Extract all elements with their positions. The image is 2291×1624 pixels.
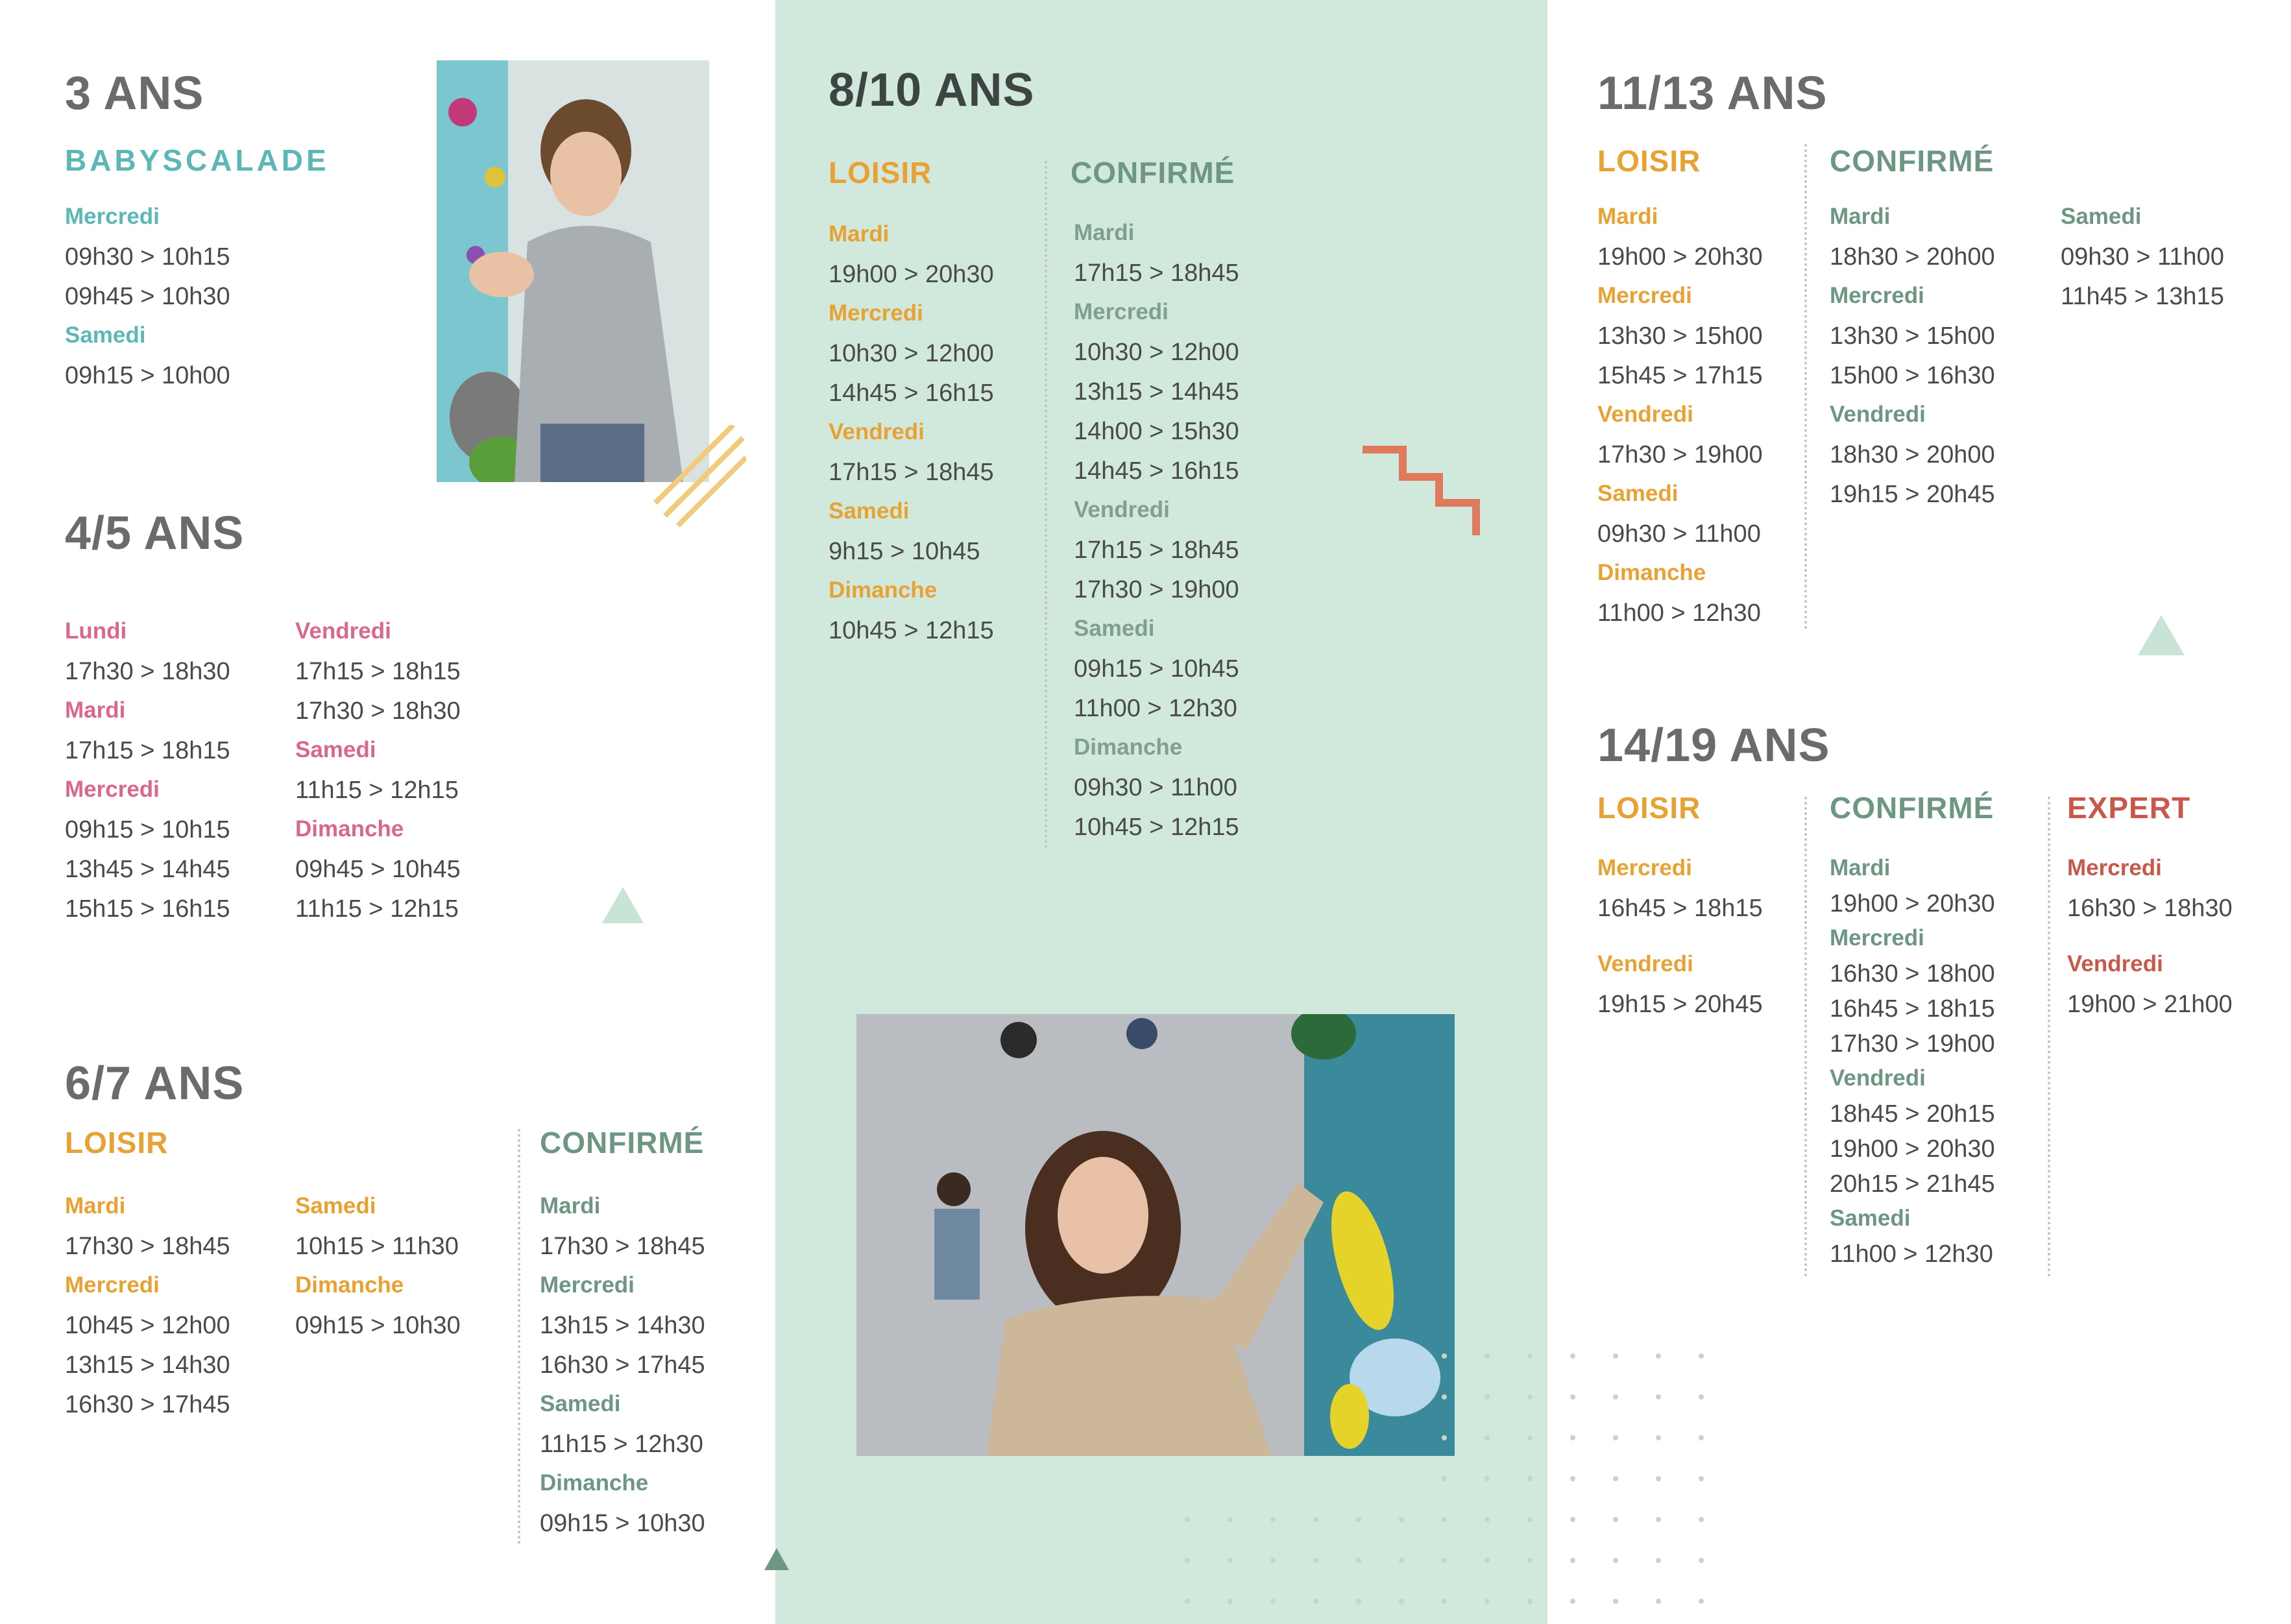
day-label: Samedi bbox=[1830, 1206, 1911, 1231]
dot bbox=[1613, 1353, 1618, 1359]
time-slot: 13h30 > 15h00 bbox=[1830, 322, 1995, 350]
schedule-810-confirme bbox=[1074, 221, 1239, 854]
dot bbox=[1356, 1558, 1361, 1563]
day-label: Vendredi bbox=[295, 618, 391, 644]
decor-triangle-small bbox=[764, 1548, 789, 1570]
time-slot: 16h45 > 18h15 bbox=[1830, 995, 1995, 1023]
label-810-confirme: CONFIRMÉ bbox=[1071, 156, 1235, 189]
label-1419-loisir: LOISIR bbox=[1597, 791, 1701, 825]
dot bbox=[1527, 1476, 1533, 1481]
day-group bbox=[1830, 403, 1995, 522]
time-slot: 09h15 > 10h45 bbox=[1074, 655, 1239, 683]
dot bbox=[1570, 1599, 1575, 1604]
time-slot: 18h30 > 20h00 bbox=[1830, 243, 1995, 271]
decor-triangle-right bbox=[2138, 615, 2185, 655]
time-slot: 20h15 > 21h45 bbox=[1830, 1170, 1995, 1198]
time-slot: 16h30 > 17h45 bbox=[65, 1391, 230, 1418]
schedule-1113-confirme-a bbox=[1830, 205, 1995, 522]
day-label: Mercredi bbox=[829, 300, 923, 326]
time-slot: 09h45 > 10h45 bbox=[295, 856, 461, 883]
day-label: Samedi bbox=[829, 498, 910, 524]
day-group bbox=[1830, 856, 1995, 927]
time-slot: 10h45 > 12h15 bbox=[1074, 814, 1239, 841]
day-group bbox=[295, 738, 461, 818]
label-810-loisir: LOISIR bbox=[829, 156, 932, 189]
time-slot: 10h15 > 11h30 bbox=[295, 1233, 459, 1260]
dot bbox=[1485, 1394, 1490, 1400]
day-group bbox=[295, 1274, 461, 1353]
day-label: Dimanche bbox=[540, 1470, 649, 1496]
day-group bbox=[65, 1194, 230, 1274]
time-slot: 11h00 > 12h30 bbox=[1597, 600, 1761, 627]
schedule-1419-loisir bbox=[1597, 856, 1763, 1032]
dot bbox=[1570, 1558, 1575, 1563]
day-label: Samedi bbox=[295, 1193, 376, 1218]
time-slot: 19h15 > 20h45 bbox=[1597, 991, 1763, 1018]
day-label: Mercredi bbox=[2067, 855, 2162, 880]
decor-stairs bbox=[1363, 444, 1483, 539]
dot bbox=[1185, 1599, 1190, 1604]
dot bbox=[1613, 1435, 1618, 1440]
dot bbox=[1699, 1394, 1704, 1400]
time-slot: 09h30 > 11h00 bbox=[1597, 520, 1761, 548]
day-group bbox=[1597, 856, 1763, 936]
day-label: Samedi bbox=[295, 737, 376, 762]
dot bbox=[1527, 1517, 1533, 1522]
day-group bbox=[65, 699, 230, 778]
time-slot: 09h15 > 10h30 bbox=[540, 1510, 705, 1537]
day-group bbox=[829, 223, 994, 302]
dot bbox=[1485, 1476, 1490, 1481]
day-group bbox=[295, 818, 461, 936]
day-group bbox=[829, 500, 994, 579]
day-group bbox=[1830, 1207, 1995, 1277]
day-group bbox=[1597, 403, 1763, 482]
time-slot: 11h00 > 12h30 bbox=[1830, 1241, 1993, 1268]
dot bbox=[1442, 1353, 1447, 1359]
time-slot: 11h45 > 13h15 bbox=[2061, 283, 2224, 310]
day-label: Dimanche bbox=[1074, 734, 1183, 760]
day-group bbox=[295, 1194, 461, 1274]
schedule-3ans bbox=[65, 205, 230, 403]
time-slot: 10h45 > 12h15 bbox=[829, 617, 994, 644]
photo-boy-climbing bbox=[437, 60, 709, 482]
dot bbox=[1699, 1558, 1704, 1563]
dot bbox=[1270, 1517, 1276, 1522]
dot bbox=[1270, 1599, 1276, 1604]
dot bbox=[1570, 1517, 1575, 1522]
day-group bbox=[540, 1274, 705, 1392]
day-label: Dimanche bbox=[829, 577, 938, 603]
day-group bbox=[65, 205, 230, 324]
day-label: Vendredi bbox=[1597, 402, 1693, 427]
dot bbox=[1185, 1558, 1190, 1563]
time-slot: 15h00 > 16h30 bbox=[1830, 362, 1995, 389]
day-label: Vendredi bbox=[1074, 497, 1170, 522]
day-group bbox=[1597, 205, 1763, 284]
time-slot: 09h30 > 10h15 bbox=[65, 243, 230, 271]
day-group bbox=[1074, 736, 1239, 854]
dot bbox=[1656, 1558, 1661, 1563]
dot bbox=[1442, 1599, 1447, 1604]
day-group bbox=[1830, 284, 1995, 403]
day-group bbox=[295, 620, 461, 738]
dot bbox=[1613, 1517, 1618, 1522]
day-label: Mercredi bbox=[65, 1272, 160, 1298]
age-title-1419: 14/19 ANS bbox=[1597, 720, 1830, 771]
day-group bbox=[65, 620, 230, 699]
time-slot: 17h15 > 18h15 bbox=[65, 737, 230, 764]
day-label: Vendredi bbox=[1830, 402, 1926, 427]
dot bbox=[1442, 1476, 1447, 1481]
decor-dot-grid bbox=[1181, 1350, 1908, 1622]
dot bbox=[1699, 1353, 1704, 1359]
time-slot: 09h30 > 11h00 bbox=[1074, 774, 1237, 801]
day-label: Mardi bbox=[1074, 220, 1135, 245]
day-label: Mercredi bbox=[540, 1272, 635, 1298]
day-group bbox=[1074, 617, 1239, 736]
time-slot: 16h30 > 18h30 bbox=[2067, 895, 2233, 922]
dot bbox=[1270, 1558, 1276, 1563]
time-slot: 15h15 > 16h15 bbox=[65, 895, 230, 923]
day-group bbox=[829, 302, 994, 420]
time-slot: 16h45 > 18h15 bbox=[1597, 895, 1763, 922]
dot bbox=[1656, 1476, 1661, 1481]
dot bbox=[1527, 1394, 1533, 1400]
time-slot: 17h15 > 18h45 bbox=[829, 459, 994, 486]
dot bbox=[1699, 1476, 1704, 1481]
label-1113-loisir: LOISIR bbox=[1597, 144, 1701, 178]
dot bbox=[1656, 1394, 1661, 1400]
dot bbox=[1699, 1517, 1704, 1522]
schedule-45-right bbox=[295, 620, 461, 936]
time-slot: 14h00 > 15h30 bbox=[1074, 418, 1239, 445]
day-group bbox=[1830, 927, 1995, 1067]
day-group bbox=[2061, 205, 2224, 324]
day-group bbox=[540, 1194, 705, 1274]
time-slot: 14h45 > 16h15 bbox=[1074, 457, 1239, 485]
day-label: Mercredi bbox=[65, 777, 160, 802]
day-group bbox=[1074, 498, 1239, 617]
time-slot: 13h30 > 15h00 bbox=[1597, 322, 1763, 350]
dot bbox=[1656, 1435, 1661, 1440]
schedule-67-loisir-left bbox=[65, 1194, 230, 1432]
dot bbox=[1656, 1517, 1661, 1522]
decor-yellow-stripes bbox=[649, 425, 746, 529]
time-slot: 11h15 > 12h30 bbox=[540, 1431, 703, 1458]
dot bbox=[1442, 1435, 1447, 1440]
time-slot: 18h45 > 20h15 bbox=[1830, 1100, 1995, 1128]
day-group bbox=[1074, 221, 1239, 300]
divider-1113 bbox=[1804, 144, 1807, 629]
time-slot: 13h15 > 14h30 bbox=[540, 1312, 705, 1339]
day-label: Mardi bbox=[65, 1193, 126, 1218]
dot bbox=[1699, 1435, 1704, 1440]
day-group bbox=[2067, 856, 2233, 936]
day-label: Mardi bbox=[1830, 204, 1891, 229]
time-slot: 17h30 > 18h45 bbox=[65, 1233, 230, 1260]
dot bbox=[1356, 1517, 1361, 1522]
day-label: Mercredi bbox=[1597, 855, 1692, 880]
time-slot: 17h30 > 19h00 bbox=[1074, 576, 1239, 603]
day-label: Mercredi bbox=[1830, 925, 1924, 951]
time-slot: 09h15 > 10h30 bbox=[295, 1312, 461, 1339]
dot bbox=[1356, 1599, 1361, 1604]
time-slot: 13h15 > 14h45 bbox=[1074, 378, 1239, 406]
day-label: Samedi bbox=[1597, 481, 1679, 506]
time-slot: 09h15 > 10h00 bbox=[65, 362, 230, 389]
time-slot: 17h15 > 18h45 bbox=[1074, 537, 1239, 564]
time-slot: 19h00 > 20h30 bbox=[829, 261, 994, 288]
day-group bbox=[1597, 561, 1763, 640]
schedule-1419-expert bbox=[2067, 856, 2233, 1032]
time-slot: 09h45 > 10h30 bbox=[65, 283, 230, 310]
dot bbox=[1485, 1435, 1490, 1440]
day-group bbox=[2067, 952, 2233, 1032]
day-label: Lundi bbox=[65, 618, 127, 644]
day-group bbox=[829, 579, 994, 658]
label-67-loisir: LOISIR bbox=[65, 1126, 169, 1159]
time-slot: 19h00 > 20h30 bbox=[1597, 243, 1763, 271]
dot bbox=[1656, 1353, 1661, 1359]
day-label: Mercredi bbox=[1830, 283, 1924, 308]
dot bbox=[1613, 1394, 1618, 1400]
day-group bbox=[1074, 300, 1239, 498]
time-slot: 10h45 > 12h00 bbox=[65, 1312, 230, 1339]
dot bbox=[1399, 1599, 1404, 1604]
dot bbox=[1485, 1517, 1490, 1522]
day-label: Mardi bbox=[65, 697, 126, 723]
dot bbox=[1613, 1476, 1618, 1481]
label-1113-confirme: CONFIRMÉ bbox=[1830, 144, 1994, 178]
age-title-3: 3 ANS bbox=[65, 67, 204, 119]
time-slot: 15h45 > 17h15 bbox=[1597, 362, 1763, 389]
dot bbox=[1313, 1517, 1318, 1522]
schedule-1113-confirme-b bbox=[2061, 205, 2224, 324]
dot bbox=[1399, 1558, 1404, 1563]
day-label: Vendredi bbox=[1597, 951, 1693, 976]
dot bbox=[1656, 1599, 1661, 1604]
time-slot: 14h45 > 16h15 bbox=[829, 380, 994, 407]
time-slot: 17h15 > 18h45 bbox=[1074, 260, 1239, 287]
time-slot: 17h30 > 19h00 bbox=[1830, 1030, 1995, 1058]
dot bbox=[1485, 1599, 1490, 1604]
day-group bbox=[540, 1472, 705, 1551]
day-label: Dimanche bbox=[1597, 560, 1706, 585]
time-slot: 17h30 > 18h30 bbox=[65, 658, 230, 685]
day-label: Vendredi bbox=[2067, 951, 2163, 976]
time-slot: 19h15 > 20h45 bbox=[1830, 481, 1995, 508]
dot bbox=[1527, 1599, 1533, 1604]
schedule-810-loisir bbox=[829, 223, 994, 658]
day-label: Samedi bbox=[2061, 204, 2142, 229]
babyscalade-label: BABYSCALADE bbox=[65, 143, 330, 177]
time-slot: 16h30 > 18h00 bbox=[1830, 960, 1995, 988]
photo-boy-illustration bbox=[437, 60, 709, 482]
age-title-45: 4/5 ANS bbox=[65, 507, 245, 559]
day-group bbox=[65, 1274, 230, 1432]
time-slot: 11h15 > 12h15 bbox=[295, 777, 459, 804]
schedule-1419-confirme bbox=[1830, 856, 1995, 1277]
age-title-1113: 11/13 ANS bbox=[1597, 67, 1828, 119]
dot bbox=[1442, 1517, 1447, 1522]
time-slot: 17h15 > 18h15 bbox=[295, 658, 461, 685]
time-slot: 10h30 > 12h00 bbox=[1074, 339, 1239, 366]
day-group bbox=[540, 1392, 705, 1472]
day-group bbox=[829, 420, 994, 500]
time-slot: 11h00 > 12h30 bbox=[1074, 695, 1237, 722]
divider-1419-b bbox=[2048, 797, 2050, 1277]
time-slot: 19h00 > 20h30 bbox=[1830, 890, 1995, 917]
label-1419-confirme: CONFIRMÉ bbox=[1830, 791, 1994, 825]
day-label: Mardi bbox=[829, 221, 890, 247]
label-67-confirme: CONFIRMÉ bbox=[540, 1126, 705, 1159]
day-group bbox=[1597, 952, 1763, 1032]
dot bbox=[1570, 1476, 1575, 1481]
dot bbox=[1527, 1558, 1533, 1563]
day-label: Dimanche bbox=[295, 816, 404, 842]
time-slot: 19h00 > 21h00 bbox=[2067, 991, 2233, 1018]
dot bbox=[1699, 1599, 1704, 1604]
time-slot: 17h30 > 18h30 bbox=[295, 697, 461, 725]
divider-67 bbox=[518, 1129, 520, 1544]
schedule-1113-loisir bbox=[1597, 205, 1763, 640]
dot bbox=[1313, 1599, 1318, 1604]
dot bbox=[1485, 1558, 1490, 1563]
day-label: Mardi bbox=[540, 1193, 601, 1218]
time-slot: 10h30 > 12h00 bbox=[829, 340, 994, 367]
dot bbox=[1313, 1558, 1318, 1563]
dot bbox=[1570, 1435, 1575, 1440]
time-slot: 19h00 > 20h30 bbox=[1830, 1135, 1995, 1163]
day-group bbox=[1830, 205, 1995, 284]
day-label: Vendredi bbox=[1830, 1065, 1926, 1091]
schedule-45-left bbox=[65, 620, 230, 936]
day-group bbox=[1597, 284, 1763, 403]
dot bbox=[1613, 1599, 1618, 1604]
dot bbox=[1613, 1558, 1618, 1563]
dot bbox=[1570, 1353, 1575, 1359]
dot bbox=[1228, 1517, 1233, 1522]
day-label: Mercredi bbox=[1074, 299, 1169, 324]
time-slot: 13h45 > 14h45 bbox=[65, 856, 230, 883]
schedule-67-confirme bbox=[540, 1194, 705, 1551]
dot bbox=[1228, 1599, 1233, 1604]
dot bbox=[1485, 1353, 1490, 1359]
day-label: Mercredi bbox=[1597, 283, 1692, 308]
dot bbox=[1399, 1517, 1404, 1522]
time-slot: 16h30 > 17h45 bbox=[540, 1351, 705, 1379]
label-1419-expert: EXPERT bbox=[2067, 791, 2191, 825]
time-slot: 17h30 > 19h00 bbox=[1597, 441, 1763, 468]
day-group bbox=[65, 778, 230, 936]
time-slot: 9h15 > 10h45 bbox=[829, 538, 980, 565]
day-group bbox=[65, 324, 230, 403]
dot bbox=[1570, 1394, 1575, 1400]
day-label: Samedi bbox=[65, 322, 146, 348]
day-group bbox=[1597, 482, 1763, 561]
dot bbox=[1228, 1558, 1233, 1563]
time-slot: 17h30 > 18h45 bbox=[540, 1233, 705, 1260]
divider-1419-a bbox=[1804, 797, 1807, 1277]
dot bbox=[1527, 1435, 1533, 1440]
day-label: Vendredi bbox=[829, 419, 925, 444]
day-label: Mercredi bbox=[65, 204, 160, 229]
time-slot: 18h30 > 20h00 bbox=[1830, 441, 1995, 468]
day-label: Samedi bbox=[1074, 616, 1155, 641]
schedule-67-loisir-right bbox=[295, 1194, 461, 1353]
day-label: Dimanche bbox=[295, 1272, 404, 1298]
age-title-810: 8/10 ANS bbox=[829, 64, 1035, 116]
day-label: Mardi bbox=[1597, 204, 1658, 229]
divider-810 bbox=[1045, 161, 1047, 849]
time-slot: 11h15 > 12h15 bbox=[295, 895, 459, 923]
day-group bbox=[1830, 1067, 1995, 1207]
dot bbox=[1442, 1558, 1447, 1563]
time-slot: 13h15 > 14h30 bbox=[65, 1351, 230, 1379]
day-label: Mardi bbox=[1830, 855, 1891, 880]
dot bbox=[1527, 1353, 1533, 1359]
decor-triangle-left bbox=[602, 887, 644, 923]
dot bbox=[1185, 1517, 1190, 1522]
age-title-67: 6/7 ANS bbox=[65, 1058, 245, 1109]
time-slot: 09h30 > 11h00 bbox=[2061, 243, 2224, 271]
time-slot: 09h15 > 10h15 bbox=[65, 816, 230, 843]
day-label: Samedi bbox=[540, 1391, 621, 1416]
dot bbox=[1442, 1394, 1447, 1400]
